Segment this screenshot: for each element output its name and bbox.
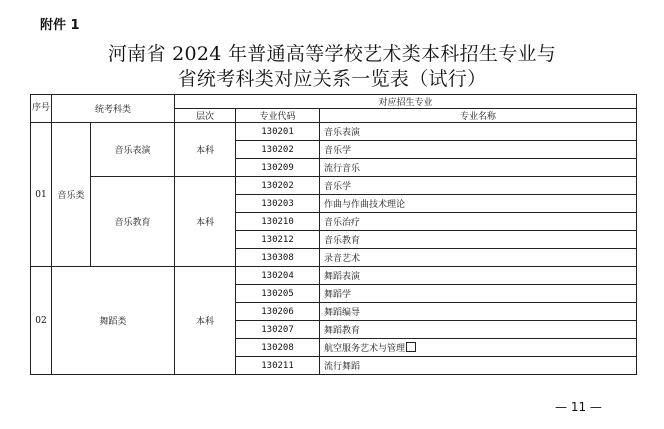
major-correspondence-table	[30, 94, 637, 375]
major-code: 130212	[236, 231, 320, 249]
group-category: 舞蹈类	[52, 267, 175, 375]
major-code: 130210	[236, 213, 320, 231]
header-level: 层次	[175, 109, 236, 123]
header-seq: 序号	[31, 95, 52, 123]
header-corresponding-majors: 对应招生专业	[175, 95, 637, 109]
subgroup-category: 音乐教育	[91, 177, 175, 267]
table-row	[31, 123, 637, 141]
header-exam-category: 统考科类	[52, 95, 175, 123]
major-name: 音乐学	[320, 177, 637, 195]
attachment-label: 附件 1	[40, 18, 80, 33]
subgroup-level: 本科	[175, 123, 236, 177]
major-code: 130209	[236, 159, 320, 177]
table-row	[31, 267, 637, 285]
major-code: 130205	[236, 285, 320, 303]
major-name: 流行音乐	[320, 159, 637, 177]
major-name: 录音艺术	[320, 249, 637, 267]
major-name: 音乐教育	[320, 231, 637, 249]
header-major-name: 专业名称	[320, 109, 637, 123]
table-header-row	[31, 95, 637, 109]
major-code: 130202	[236, 177, 320, 195]
major-name: 音乐学	[320, 141, 637, 159]
page-number: — 11 —	[555, 400, 602, 414]
major-name: 流行舞蹈	[320, 357, 637, 375]
group-seq: 02	[31, 267, 52, 375]
document-title-line1: 河南省 2024 年普通高等学校艺术类本科招生专业与	[107, 43, 557, 65]
major-code: 130308	[236, 249, 320, 267]
major-name: 音乐治疗	[320, 213, 637, 231]
major-code: 130204	[236, 267, 320, 285]
header-major-code: 专业代码	[236, 109, 320, 123]
major-code: 130211	[236, 357, 320, 375]
major-code: 130203	[236, 195, 320, 213]
group-category: 音乐类	[52, 123, 91, 267]
major-code: 130206	[236, 303, 320, 321]
major-name: 舞蹈表演	[320, 267, 637, 285]
subgroup-level: 本科	[175, 177, 236, 267]
table-row	[31, 177, 637, 195]
document-title-line2: 省统考科类对应关系一览表（试行）	[177, 68, 487, 90]
major-name: 舞蹈学	[320, 285, 637, 303]
major-name-text: 航空服务艺术与管理	[324, 344, 406, 354]
major-code: 130207	[236, 321, 320, 339]
major-name	[320, 339, 637, 357]
major-name: 舞蹈编导	[320, 303, 637, 321]
major-name: 音乐表演	[320, 123, 637, 141]
subgroup-category: 音乐表演	[91, 123, 175, 177]
major-code: 130208	[236, 339, 320, 357]
major-name: 作曲与作曲技术理论	[320, 195, 637, 213]
major-code: 130201	[236, 123, 320, 141]
group-seq: 01	[31, 123, 52, 267]
major-name: 舞蹈教育	[320, 321, 637, 339]
checkbox-square-icon	[406, 342, 416, 352]
major-code: 130202	[236, 141, 320, 159]
group-level: 本科	[175, 267, 236, 375]
